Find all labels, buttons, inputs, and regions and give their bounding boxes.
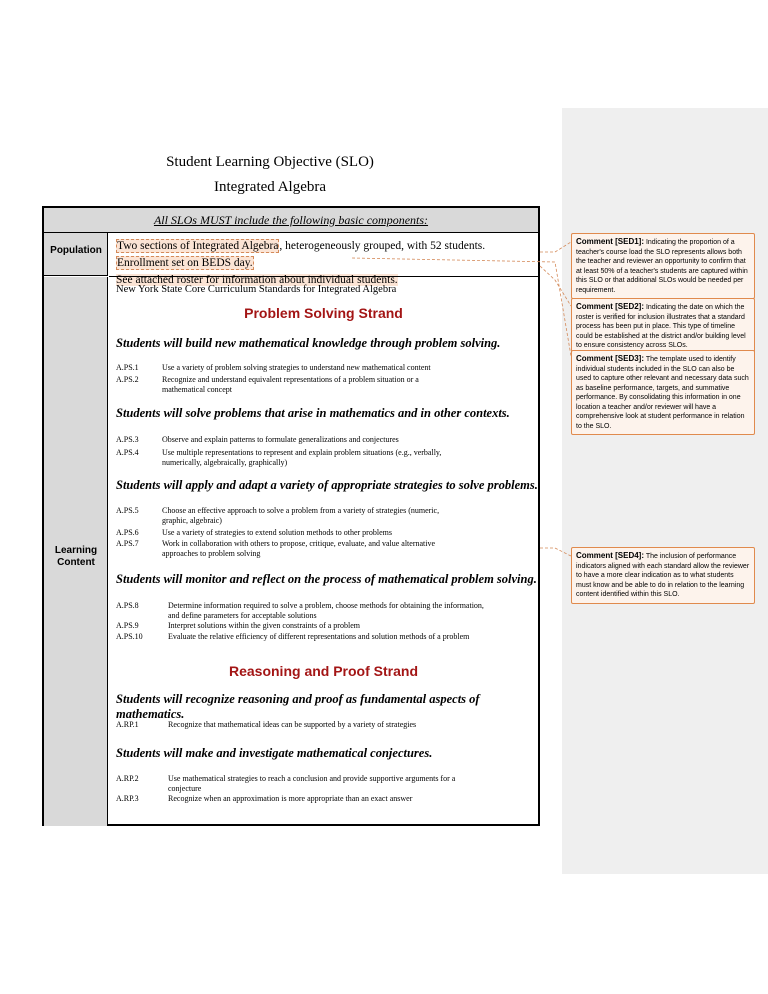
standard-code: A.PS.4 xyxy=(116,448,139,457)
standard-code: A.PS.7 xyxy=(116,539,139,548)
standard-code: A.PS.1 xyxy=(116,363,139,372)
learning-content-label-line1: Learning xyxy=(54,545,98,556)
comment-tag: Comment [SED2]: xyxy=(576,302,645,311)
comment-text: Indicating the date on which the roster is verified for inclusion illustrates that a standard process has been put in place. This type of timeline could be established at the district and/or building level to ensure consistency across SLOs. xyxy=(576,304,746,349)
standard-description: Use multiple representations to represent and explain problem situations (e.g., verbally, numerically, algebraically, graphically) xyxy=(162,448,442,467)
comment-balloon-sed3[interactable] xyxy=(571,350,755,435)
goal-heading: Students will make and investigate mathematical conjectures. xyxy=(116,746,433,760)
goal-heading: Students will solve problems that arise in mathematics and in other contexts. xyxy=(116,406,510,420)
standard-code: A.PS.2 xyxy=(116,375,139,384)
standards-title: New York State Core Curriculum Standards for Integrated Algebra xyxy=(116,284,397,295)
standard-description: Determine information required to solve a problem, choose methods for obtaining the information, and define parameters for acceptable solutions xyxy=(168,601,484,620)
goal-heading: Students will apply and adapt a variety of appropriate strategies to solve problems. xyxy=(116,478,538,492)
comment-text: The inclusion of performance indicators aligned with each standard allow the reviewer to have a more clear indication as to what students must know and be able to do in relation to the learning content identified within this SLO. xyxy=(576,553,750,598)
standard-code: A.PS.5 xyxy=(116,506,139,515)
comment-balloon-sed4[interactable] xyxy=(571,547,755,604)
standard-code: A.PS.8 xyxy=(116,601,139,610)
population-highlight-roster[interactable]: See attached roster for information about individual students. xyxy=(116,274,398,286)
population-highlight-sections[interactable]: Two sections of Integrated Algebra xyxy=(117,240,279,252)
population-text-mid: , heterogeneously grouped, with 52 students. xyxy=(279,240,486,252)
standard-code: A.RP.2 xyxy=(116,774,139,783)
comment-tag: Comment [SED4]: xyxy=(576,551,645,560)
comment-tag: Comment [SED1]: xyxy=(576,237,645,246)
standard-code: A.RP.3 xyxy=(116,794,139,803)
standard-description: Evaluate the relative efficiency of different representations and solution methods of a problem xyxy=(168,632,470,641)
goal-heading: Students will build new mathematical knowledge through problem solving. xyxy=(116,336,501,350)
table-header: All SLOs MUST include the following basic components: xyxy=(44,208,538,233)
comment-balloon-sed2[interactable] xyxy=(571,298,755,355)
comment-tag: Comment [SED3]: xyxy=(576,354,645,363)
comment-leader-line xyxy=(540,548,571,556)
comment-leader-line xyxy=(352,258,571,356)
learning-content-label-line2: Content xyxy=(57,557,95,568)
strand-heading-reasoning-proof: Reasoning and Proof Strand xyxy=(228,663,418,679)
standard-description: Interpret solutions within the given constraints of a problem xyxy=(168,621,360,630)
standard-code: A.PS.6 xyxy=(116,528,139,537)
goal-heading: Students will recognize reasoning and proof as fundamental aspects of mathematics. xyxy=(116,692,480,721)
standard-description: Recognize and understand equivalent representations of a problem situation or a mathematical concept xyxy=(162,375,419,394)
standard-code: A.PS.9 xyxy=(116,621,139,630)
comment-text: Indicating the proportion of a teacher's course load the SLO represents allows both the teacher and reviewer an opportunity to confirm that at least 50% of a teacher's students are captured within this SLO or that additional SLOs would be needed per requirement. xyxy=(576,239,748,294)
comment-balloon-sed1[interactable] xyxy=(571,233,755,299)
standard-code: A.PS.10 xyxy=(116,632,143,641)
standard-description: Observe and explain patterns to formulate generalizations and conjectures xyxy=(162,435,399,444)
standard-description: Recognize when an approximation is more appropriate than an exact answer xyxy=(168,794,413,803)
document-subtitle: Integrated Algebra xyxy=(213,179,327,195)
comment-leader-line xyxy=(540,242,571,252)
comment-text: The template used to identify individual students included in the SLO can also be used to capture other relevant and necessary data such as baseline performance, targets, and summative performance. By consolidating this information in one location a teacher and/or reviewer will have a comprehensive look at student performance in relation to the SLO. xyxy=(576,356,749,430)
population-label: Population xyxy=(50,245,102,256)
standard-description: Choose an effective approach to solve a problem from a variety of strategies (numeric, graphic, algebraic) xyxy=(162,506,440,525)
goal-heading: Students will monitor and reflect on the process of mathematical problem solving. xyxy=(116,572,537,586)
strand-heading-problem-solving: Problem Solving Strand xyxy=(244,305,403,321)
document-title: Student Learning Objective (SLO) xyxy=(166,154,374,170)
standard-code: A.RP.1 xyxy=(116,720,139,729)
population-highlight-enrollment[interactable]: Enrollment set on BEDS day. xyxy=(117,257,253,269)
standard-description: Recognize that mathematical ideas can be supported by a variety of strategies xyxy=(168,720,417,729)
comment-leader-line xyxy=(540,266,571,306)
standard-description: Work in collaboration with others to propose, critique, evaluate, and value alternative approaches to problem solving xyxy=(162,539,436,558)
standard-code: A.PS.3 xyxy=(116,435,139,444)
standard-description: Use a variety of strategies to extend solution methods to other problems xyxy=(162,528,392,537)
standard-description: Use a variety of problem solving strategies to understand new mathematical content xyxy=(162,363,431,372)
standard-description: Use mathematical strategies to reach a conclusion and provide supportive arguments for a conjecture xyxy=(168,774,456,793)
